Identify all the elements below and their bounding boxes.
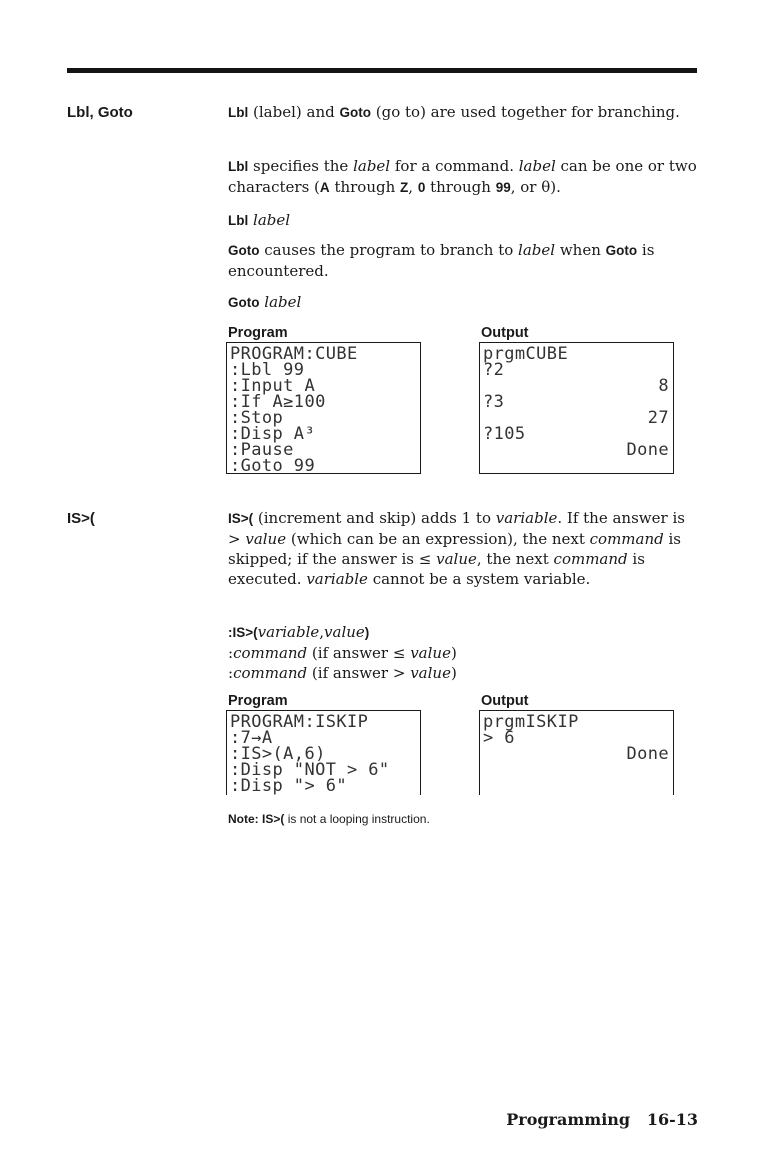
italic-term: variable [257, 623, 320, 641]
text: ) [450, 644, 457, 662]
syntax-line [228, 663, 698, 683]
text: : [228, 664, 234, 682]
is-skip-syntax [228, 622, 698, 683]
footer-section: Programming [506, 1110, 631, 1129]
keyword: Lbl [228, 159, 249, 174]
italic-term: variable [306, 570, 368, 588]
text: , or θ). [510, 178, 561, 196]
calculator-screen-program-iskip [226, 710, 421, 795]
keyword: :IS>( [228, 625, 258, 640]
term-lbl-goto: Lbl, Goto [67, 104, 133, 121]
program-line: :7→A [230, 728, 273, 748]
text: through [329, 178, 401, 196]
program-line: :Goto 99 [230, 456, 316, 476]
keyword: Lbl [228, 105, 249, 120]
output-line: prgmISKIP [483, 712, 579, 732]
keyword: Lbl [228, 213, 249, 228]
text: is executed. [228, 550, 645, 588]
text: is skipped; if the answer is ≤ [228, 530, 681, 568]
text: is encountered. [228, 241, 655, 280]
program-line: :Pause [230, 440, 294, 460]
page-number: 16-13 [646, 1110, 698, 1129]
keyword: Goto [228, 295, 260, 310]
program-line: :Stop [230, 408, 284, 428]
output-line: Done [626, 440, 669, 460]
program-line: :Lbl 99 [230, 360, 305, 380]
program-line: :If A≥100 [230, 392, 326, 412]
lbl-description [228, 156, 698, 198]
header-rule [67, 68, 697, 73]
output-line: ?2 [483, 360, 505, 380]
keyword: Z [400, 180, 409, 195]
italic-term: label [264, 293, 302, 311]
text: when [555, 241, 606, 259]
syntax-line [228, 643, 698, 663]
program-line: :Input A [230, 376, 316, 396]
calculator-screen-output-cube [479, 342, 674, 474]
note [228, 812, 430, 826]
text: (if answer > [307, 664, 411, 682]
text: , [408, 178, 418, 196]
text: for a command. [390, 157, 519, 175]
text: (if answer ≤ [307, 644, 411, 662]
lbl-goto-intro [228, 102, 698, 123]
text: causes the program to branch to [259, 241, 519, 259]
italic-term: command [553, 550, 628, 568]
italic-term: command [233, 664, 308, 682]
output-line: 8 [658, 376, 669, 396]
text: specifies the [248, 157, 354, 175]
italic-term: value [410, 644, 451, 662]
program-caption: Program [228, 693, 288, 709]
text: . If the answer is > [228, 509, 685, 548]
text: through [425, 178, 496, 196]
page-footer [506, 1110, 698, 1129]
keyword: Goto [605, 243, 638, 258]
text: (label) and [248, 103, 340, 121]
program-line: :Disp A³ [230, 424, 316, 444]
keyword: Goto [228, 243, 260, 258]
keyword: 99 [495, 180, 511, 195]
italic-term: value [245, 530, 287, 548]
text: (go to) are used together for branching. [370, 103, 680, 121]
text: cannot be a system variable. [367, 570, 591, 588]
text: (increment and skip) adds 1 to [253, 509, 496, 527]
program-caption: Program [228, 325, 288, 341]
italic-term: label [353, 157, 391, 175]
is-skip-description [228, 508, 698, 589]
output-caption: Output [481, 325, 529, 341]
text: , [319, 623, 325, 641]
text: can be one or two characters ( [228, 157, 697, 196]
italic-term: value [410, 664, 451, 682]
syntax-line [228, 622, 698, 643]
keyword: IS>( [228, 511, 254, 526]
output-line: > 6 [483, 728, 515, 748]
output-line: prgmCUBE [483, 344, 569, 364]
italic-term: label [518, 241, 556, 259]
note-text: is not a looping instruction. [284, 812, 430, 826]
goto-description [228, 240, 698, 281]
goto-syntax [228, 292, 698, 313]
lbl-syntax [228, 210, 698, 231]
text: , the next [476, 550, 554, 568]
program-line: :Disp "> 6" [230, 776, 347, 796]
text: : [228, 644, 234, 662]
program-line: :IS>(A,6) [230, 744, 326, 764]
italic-term: command [589, 530, 664, 548]
program-line: :Disp "NOT > 6" [230, 760, 390, 780]
output-line: ?105 [483, 424, 526, 444]
italic-term: value [436, 550, 477, 568]
text: (which can be an expression), the next [286, 530, 590, 548]
italic-term: label [253, 211, 291, 229]
keyword: A [319, 180, 330, 195]
keyword: IS>( [262, 812, 285, 826]
italic-term: label [518, 157, 556, 175]
calculator-screen-program-cube [226, 342, 421, 474]
italic-term: variable [495, 509, 558, 527]
italic-term: value [324, 623, 365, 641]
keyword: Goto [339, 105, 371, 120]
note-label: Note: [228, 812, 259, 826]
output-caption: Output [481, 693, 529, 709]
output-line: ?3 [483, 392, 505, 412]
keyword: ) [364, 625, 370, 640]
program-line: PROGRAM:ISKIP [230, 712, 369, 732]
keyword: 0 [417, 180, 426, 195]
text: ) [450, 664, 457, 682]
calculator-screen-output-iskip [479, 710, 674, 795]
italic-term: command [233, 644, 308, 662]
program-line: PROGRAM:CUBE [230, 344, 358, 364]
output-line: 27 [647, 408, 669, 428]
output-line: Done [626, 744, 669, 764]
term-is-skip: IS>( [67, 510, 95, 527]
